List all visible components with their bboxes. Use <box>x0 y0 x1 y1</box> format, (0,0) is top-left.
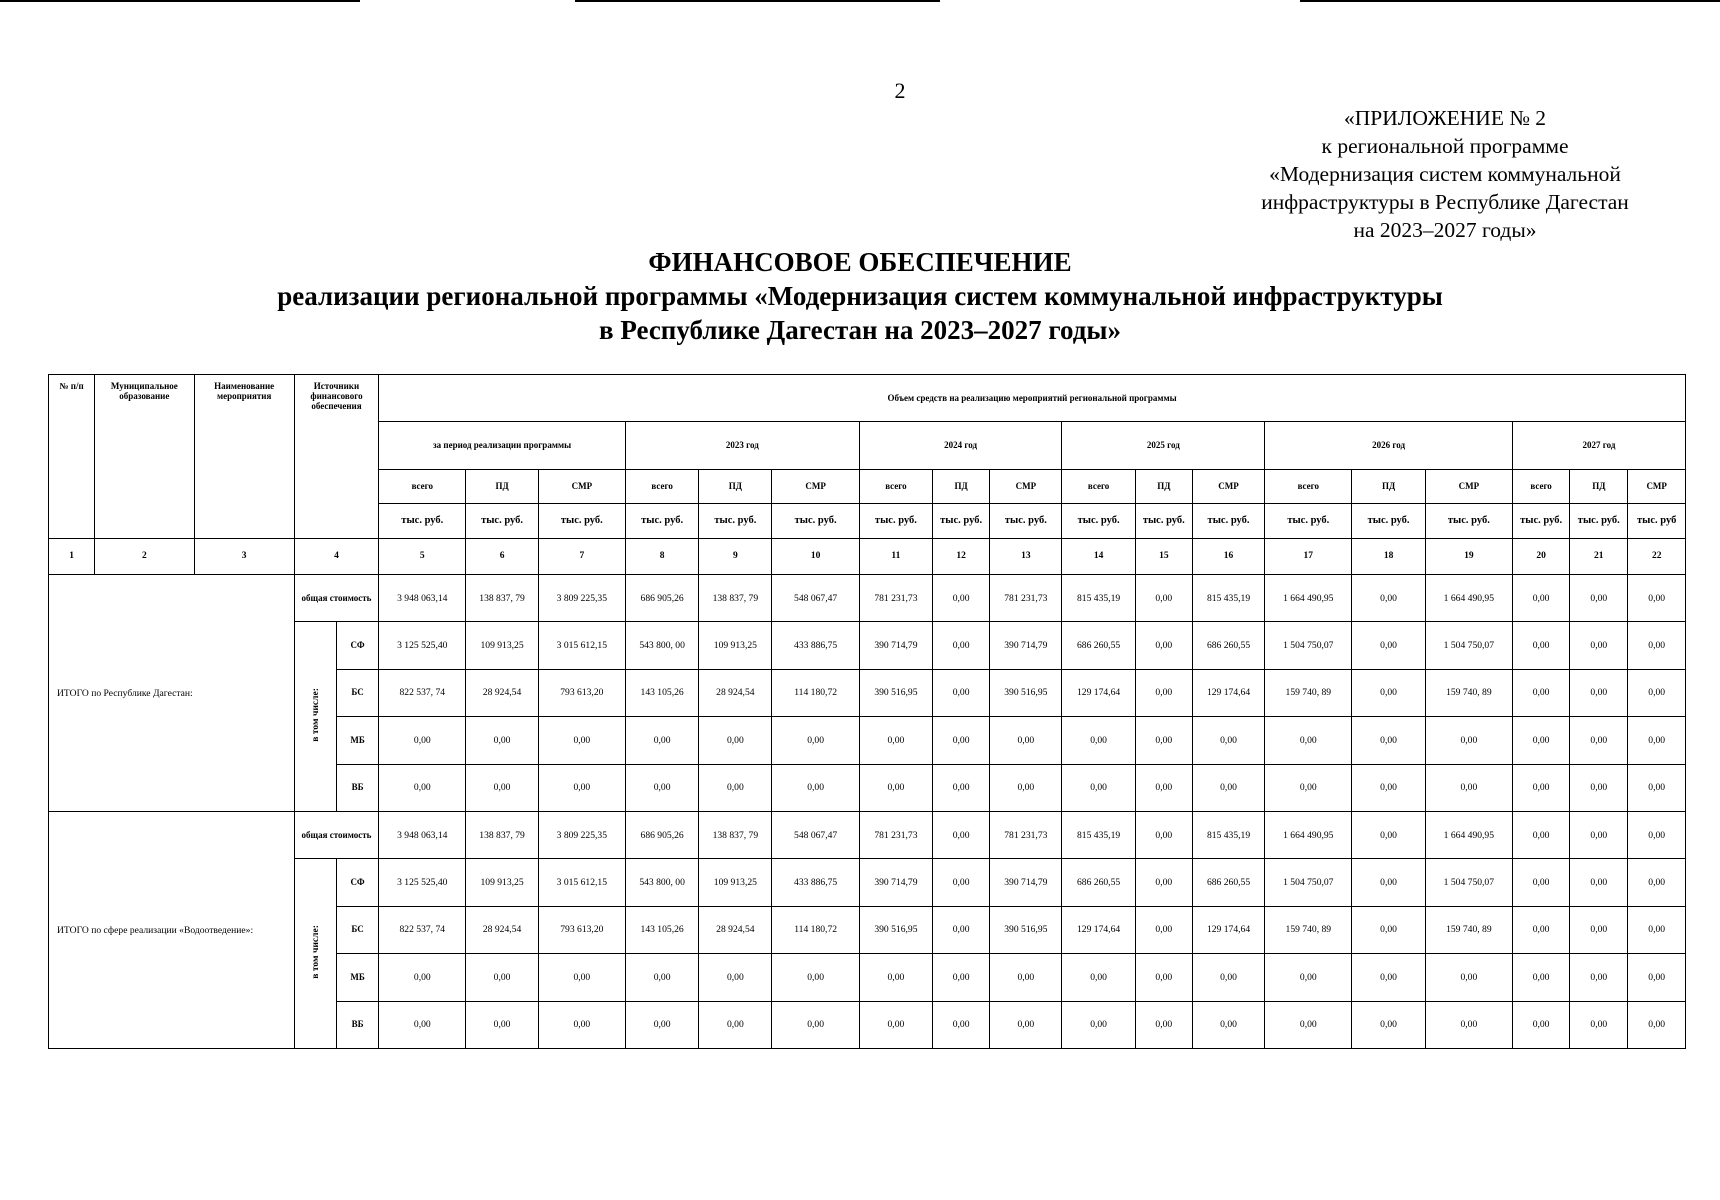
value-cell: 390 516,95 <box>859 669 932 717</box>
value-cell: 0,00 <box>379 717 466 765</box>
value-cell: 0,00 <box>933 575 990 622</box>
value-cell: 0,00 <box>625 764 698 812</box>
value-cell: 0,00 <box>466 1001 538 1049</box>
value-cell: 0,00 <box>1352 906 1425 954</box>
value-cell: 0,00 <box>859 717 932 765</box>
unit-header: тыс. руб. <box>1352 504 1425 539</box>
value-cell: 129 174,64 <box>1062 669 1135 717</box>
metric-header: ПД <box>699 470 772 504</box>
value-cell: 686 905,26 <box>625 575 698 622</box>
column-number: 14 <box>1062 539 1135 575</box>
value-cell: 3 809 225,35 <box>538 812 625 859</box>
value-cell: 109 913,25 <box>466 859 538 907</box>
value-cell: 0,00 <box>1570 575 1628 622</box>
value-cell: 3 948 063,14 <box>379 812 466 859</box>
value-cell: 0,00 <box>699 717 772 765</box>
value-cell: 686 905,26 <box>625 812 698 859</box>
unit-header: тыс. руб. <box>466 504 538 539</box>
col-header-municipality: Муниципальное образование <box>95 375 194 539</box>
value-cell: 0,00 <box>625 1001 698 1049</box>
value-cell: 0,00 <box>1425 717 1512 765</box>
value-cell: 793 613,20 <box>538 669 625 717</box>
value-cell: 543 800, 00 <box>625 622 698 670</box>
column-number: 9 <box>699 539 772 575</box>
unit-header: тыс. руб. <box>379 504 466 539</box>
column-number: 22 <box>1628 539 1686 575</box>
value-cell: 0,00 <box>772 1001 859 1049</box>
column-number: 16 <box>1192 539 1264 575</box>
column-number: 4 <box>294 539 378 575</box>
value-cell: 0,00 <box>990 764 1062 812</box>
value-cell: 129 174,64 <box>1192 669 1264 717</box>
value-cell: 0,00 <box>538 717 625 765</box>
column-number: 6 <box>466 539 538 575</box>
value-cell: 3 125 525,40 <box>379 622 466 670</box>
value-cell: 129 174,64 <box>1192 906 1264 954</box>
metric-header: ПД <box>466 470 538 504</box>
source-row <box>49 622 1686 670</box>
value-cell: 0,00 <box>990 717 1062 765</box>
top-edge-mark-right <box>1300 0 1720 2</box>
value-cell: 0,00 <box>699 954 772 1002</box>
document-title <box>0 245 1720 347</box>
value-cell: 0,00 <box>933 717 990 765</box>
in-that-number-label: в том числе: <box>309 925 321 979</box>
value-cell: 781 231,73 <box>990 812 1062 859</box>
value-cell: 0,00 <box>933 764 990 812</box>
value-cell: 109 913,25 <box>466 622 538 670</box>
metric-header: всего <box>1265 470 1352 504</box>
value-cell: 0,00 <box>379 1001 466 1049</box>
value-cell: 0,00 <box>538 1001 625 1049</box>
column-number: 8 <box>625 539 698 575</box>
total-row <box>49 812 1686 859</box>
metric-header: ПД <box>1570 470 1628 504</box>
financing-table <box>48 374 1686 1049</box>
value-cell: 0,00 <box>1135 669 1192 717</box>
metric-header: всего <box>625 470 698 504</box>
value-cell: 793 613,20 <box>538 906 625 954</box>
column-number: 21 <box>1570 539 1628 575</box>
metric-header: СМР <box>772 470 859 504</box>
value-cell: 0,00 <box>699 764 772 812</box>
unit-header: тыс. руб. <box>933 504 990 539</box>
unit-header: тыс. руб. <box>1135 504 1192 539</box>
value-cell: 1 664 490,95 <box>1425 575 1512 622</box>
value-cell: 0,00 <box>1352 859 1425 907</box>
total-cost-label: общая стоимость <box>294 812 378 859</box>
column-number: 15 <box>1135 539 1192 575</box>
column-number: 19 <box>1425 539 1512 575</box>
value-cell: 0,00 <box>1352 575 1425 622</box>
value-cell: 0,00 <box>1425 1001 1512 1049</box>
annex-header <box>1195 104 1695 244</box>
value-cell: 0,00 <box>1062 954 1135 1002</box>
value-cell: 1 504 750,07 <box>1265 859 1352 907</box>
unit-header: тыс. руб. <box>1265 504 1352 539</box>
period-header-2024: 2024 год <box>859 422 1062 470</box>
value-cell: 1 664 490,95 <box>1265 812 1352 859</box>
unit-header: тыс. руб. <box>1513 504 1570 539</box>
metric-header: СМР <box>1192 470 1264 504</box>
value-cell: 138 837, 79 <box>466 812 538 859</box>
value-cell: 109 913,25 <box>699 859 772 907</box>
metric-header: ПД <box>1135 470 1192 504</box>
value-cell: 0,00 <box>1513 906 1570 954</box>
annex-line: инфраструктуры в Республике Дагестан <box>1261 190 1629 214</box>
value-cell: 0,00 <box>466 954 538 1002</box>
value-cell: 0,00 <box>1352 812 1425 859</box>
metric-header: СМР <box>1425 470 1512 504</box>
value-cell: 433 886,75 <box>772 622 859 670</box>
value-cell: 543 800, 00 <box>625 859 698 907</box>
col-header-sources: Источники финансового обеспечения <box>294 375 378 539</box>
metric-header: всего <box>379 470 466 504</box>
value-cell: 28 924,54 <box>699 669 772 717</box>
value-cell: 0,00 <box>1135 717 1192 765</box>
column-number: 11 <box>859 539 932 575</box>
in-that-number-cell <box>294 859 336 1049</box>
value-cell: 0,00 <box>1265 1001 1352 1049</box>
value-cell: 390 516,95 <box>990 906 1062 954</box>
value-cell: 0,00 <box>1192 764 1264 812</box>
value-cell: 548 067,47 <box>772 812 859 859</box>
value-cell: 0,00 <box>933 1001 990 1049</box>
column-number: 7 <box>538 539 625 575</box>
value-cell: 0,00 <box>1135 575 1192 622</box>
value-cell: 0,00 <box>1062 1001 1135 1049</box>
value-cell: 0,00 <box>1513 812 1570 859</box>
value-cell: 0,00 <box>1513 717 1570 765</box>
value-cell: 0,00 <box>933 906 990 954</box>
value-cell: 0,00 <box>1513 954 1570 1002</box>
source-label: МБ <box>336 954 378 1002</box>
value-cell: 0,00 <box>859 1001 932 1049</box>
column-number: 3 <box>194 539 294 575</box>
value-cell: 686 260,55 <box>1062 859 1135 907</box>
source-label: БС <box>336 669 378 717</box>
value-cell: 0,00 <box>1265 717 1352 765</box>
value-cell: 0,00 <box>1513 622 1570 670</box>
value-cell: 0,00 <box>1570 622 1628 670</box>
unit-header: тыс. руб. <box>990 504 1062 539</box>
value-cell: 1 504 750,07 <box>1425 859 1512 907</box>
value-cell: 0,00 <box>859 954 932 1002</box>
value-cell: 390 714,79 <box>859 622 932 670</box>
period-header-2023: 2023 год <box>625 422 859 470</box>
value-cell: 3 948 063,14 <box>379 575 466 622</box>
value-cell: 822 537, 74 <box>379 906 466 954</box>
unit-header: тыс. руб. <box>625 504 698 539</box>
value-cell: 0,00 <box>379 954 466 1002</box>
value-cell: 390 714,79 <box>859 859 932 907</box>
value-cell: 0,00 <box>1425 764 1512 812</box>
source-row <box>49 859 1686 907</box>
value-cell: 0,00 <box>1352 622 1425 670</box>
value-cell: 0,00 <box>1628 764 1686 812</box>
top-edge-mark-left <box>0 0 360 2</box>
value-cell: 781 231,73 <box>859 812 932 859</box>
value-cell: 0,00 <box>1570 812 1628 859</box>
unit-header: тыс. руб. <box>772 504 859 539</box>
period-header-2026: 2026 год <box>1265 422 1513 470</box>
value-cell: 114 180,72 <box>772 906 859 954</box>
value-cell: 159 740, 89 <box>1425 906 1512 954</box>
value-cell: 390 516,95 <box>859 906 932 954</box>
source-label: ВБ <box>336 764 378 812</box>
value-cell: 0,00 <box>1352 669 1425 717</box>
column-number: 2 <box>95 539 194 575</box>
value-cell: 0,00 <box>1628 1001 1686 1049</box>
value-cell: 0,00 <box>1628 575 1686 622</box>
value-cell: 686 260,55 <box>1192 622 1264 670</box>
page-number: 2 <box>894 78 906 103</box>
value-cell: 0,00 <box>1062 764 1135 812</box>
value-cell: 0,00 <box>933 859 990 907</box>
value-cell: 0,00 <box>466 717 538 765</box>
value-cell: 0,00 <box>1513 764 1570 812</box>
metric-header: всего <box>1062 470 1135 504</box>
value-cell: 0,00 <box>1628 859 1686 907</box>
value-cell: 0,00 <box>1135 622 1192 670</box>
value-cell: 0,00 <box>859 764 932 812</box>
value-cell: 0,00 <box>1513 669 1570 717</box>
value-cell: 0,00 <box>1570 717 1628 765</box>
value-cell: 0,00 <box>1425 954 1512 1002</box>
value-cell: 822 537, 74 <box>379 669 466 717</box>
value-cell: 129 174,64 <box>1062 906 1135 954</box>
value-cell: 0,00 <box>1265 954 1352 1002</box>
value-cell: 0,00 <box>1135 954 1192 1002</box>
value-cell: 781 231,73 <box>990 575 1062 622</box>
column-number: 1 <box>49 539 95 575</box>
value-cell: 0,00 <box>1570 859 1628 907</box>
value-cell: 143 105,26 <box>625 669 698 717</box>
source-label: МБ <box>336 717 378 765</box>
value-cell: 0,00 <box>772 717 859 765</box>
value-cell: 0,00 <box>990 954 1062 1002</box>
value-cell: 3 125 525,40 <box>379 859 466 907</box>
value-cell: 0,00 <box>1192 954 1264 1002</box>
value-cell: 28 924,54 <box>466 669 538 717</box>
period-header-2027: 2027 год <box>1513 422 1686 470</box>
value-cell: 815 435,19 <box>1062 812 1135 859</box>
annex-line: «ПРИЛОЖЕНИЕ № 2 <box>1344 106 1546 130</box>
metric-header: СМР <box>538 470 625 504</box>
value-cell: 1 504 750,07 <box>1425 622 1512 670</box>
col-header-volume: Объем средств на реализацию мероприятий региональной программы <box>379 375 1686 422</box>
value-cell: 0,00 <box>933 669 990 717</box>
metric-header: всего <box>1513 470 1570 504</box>
section-label: ИТОГО по Республике Дагестан: <box>49 575 295 812</box>
header-row <box>49 375 1686 422</box>
value-cell: 390 714,79 <box>990 622 1062 670</box>
unit-header: тыс. руб. <box>538 504 625 539</box>
value-cell: 0,00 <box>538 954 625 1002</box>
value-cell: 0,00 <box>1628 812 1686 859</box>
unit-header: тыс. руб <box>1628 504 1686 539</box>
value-cell: 1 504 750,07 <box>1265 622 1352 670</box>
value-cell: 114 180,72 <box>772 669 859 717</box>
unit-header: тыс. руб. <box>1192 504 1264 539</box>
annex-line: к региональной программе <box>1321 134 1569 158</box>
column-number: 20 <box>1513 539 1570 575</box>
unit-header: тыс. руб. <box>1570 504 1628 539</box>
value-cell: 0,00 <box>1135 906 1192 954</box>
value-cell: 0,00 <box>625 954 698 1002</box>
value-cell: 0,00 <box>1513 575 1570 622</box>
section-label: ИТОГО по сфере реализации «Водоотведение»: <box>49 812 295 1049</box>
value-cell: 109 913,25 <box>699 622 772 670</box>
col-header-measure: Наименование мероприятия <box>194 375 294 539</box>
value-cell: 0,00 <box>1628 669 1686 717</box>
metric-header: СМР <box>1628 470 1686 504</box>
unit-header: тыс. руб. <box>859 504 932 539</box>
unit-header: тыс. руб. <box>1425 504 1512 539</box>
value-cell: 1 664 490,95 <box>1265 575 1352 622</box>
value-cell: 0,00 <box>1192 717 1264 765</box>
value-cell: 0,00 <box>1352 1001 1425 1049</box>
metric-header: ПД <box>1352 470 1425 504</box>
value-cell: 0,00 <box>1570 954 1628 1002</box>
value-cell: 0,00 <box>1062 717 1135 765</box>
value-cell: 0,00 <box>933 622 990 670</box>
metric-header: СМР <box>990 470 1062 504</box>
period-header-2025: 2025 год <box>1062 422 1265 470</box>
value-cell: 781 231,73 <box>859 575 932 622</box>
value-cell: 0,00 <box>1352 954 1425 1002</box>
value-cell: 0,00 <box>1628 622 1686 670</box>
period-header-total: за период реализации программы <box>379 422 626 470</box>
title-line-3: в Республике Дагестан на 2023–2027 годы» <box>599 315 1121 345</box>
value-cell: 0,00 <box>1513 1001 1570 1049</box>
total-cost-label: общая стоимость <box>294 575 378 622</box>
column-number: 18 <box>1352 539 1425 575</box>
value-cell: 0,00 <box>1570 764 1628 812</box>
value-cell: 0,00 <box>625 717 698 765</box>
value-cell: 0,00 <box>699 1001 772 1049</box>
column-number: 10 <box>772 539 859 575</box>
value-cell: 0,00 <box>1135 764 1192 812</box>
column-number-row <box>49 539 1686 575</box>
value-cell: 0,00 <box>1352 764 1425 812</box>
value-cell: 0,00 <box>1570 669 1628 717</box>
value-cell: 0,00 <box>1628 906 1686 954</box>
value-cell: 28 924,54 <box>466 906 538 954</box>
value-cell: 159 740, 89 <box>1425 669 1512 717</box>
in-that-number-label: в том числе: <box>309 688 321 742</box>
value-cell: 815 435,19 <box>1062 575 1135 622</box>
value-cell: 159 740, 89 <box>1265 906 1352 954</box>
column-number: 5 <box>379 539 466 575</box>
value-cell: 0,00 <box>933 954 990 1002</box>
title-line-1: ФИНАНСОВОЕ ОБЕСПЕЧЕНИЕ <box>648 247 1072 277</box>
value-cell: 0,00 <box>1135 1001 1192 1049</box>
value-cell: 390 516,95 <box>990 669 1062 717</box>
value-cell: 138 837, 79 <box>466 575 538 622</box>
value-cell: 0,00 <box>1192 1001 1264 1049</box>
value-cell: 0,00 <box>933 812 990 859</box>
value-cell: 0,00 <box>379 764 466 812</box>
value-cell: 686 260,55 <box>1192 859 1264 907</box>
value-cell: 0,00 <box>538 764 625 812</box>
title-line-2: реализации региональной программы «Модернизация систем коммунальной инфраструктуры <box>277 281 1443 311</box>
value-cell: 548 067,47 <box>772 575 859 622</box>
unit-header: тыс. руб. <box>1062 504 1135 539</box>
value-cell: 0,00 <box>1135 812 1192 859</box>
value-cell: 28 924,54 <box>699 906 772 954</box>
value-cell: 686 260,55 <box>1062 622 1135 670</box>
total-row <box>49 575 1686 622</box>
value-cell: 1 664 490,95 <box>1425 812 1512 859</box>
value-cell: 159 740, 89 <box>1265 669 1352 717</box>
metric-header: всего <box>859 470 932 504</box>
source-label: СФ <box>336 622 378 670</box>
value-cell: 0,00 <box>772 764 859 812</box>
value-cell: 0,00 <box>1628 954 1686 1002</box>
value-cell: 138 837, 79 <box>699 812 772 859</box>
source-label: ВБ <box>336 1001 378 1049</box>
column-number: 13 <box>990 539 1062 575</box>
value-cell: 433 886,75 <box>772 859 859 907</box>
value-cell: 3 015 612,15 <box>538 859 625 907</box>
value-cell: 815 435,19 <box>1192 812 1264 859</box>
value-cell: 0,00 <box>466 764 538 812</box>
value-cell: 3 809 225,35 <box>538 575 625 622</box>
column-number: 17 <box>1265 539 1352 575</box>
value-cell: 390 714,79 <box>990 859 1062 907</box>
col-header-number: № п/п <box>49 375 95 539</box>
value-cell: 0,00 <box>1570 906 1628 954</box>
value-cell: 0,00 <box>772 954 859 1002</box>
value-cell: 815 435,19 <box>1192 575 1264 622</box>
metric-header: ПД <box>933 470 990 504</box>
value-cell: 0,00 <box>990 1001 1062 1049</box>
source-label: БС <box>336 906 378 954</box>
column-number: 12 <box>933 539 990 575</box>
annex-line: на 2023–2027 годы» <box>1353 218 1537 242</box>
value-cell: 0,00 <box>1628 717 1686 765</box>
value-cell: 3 015 612,15 <box>538 622 625 670</box>
value-cell: 138 837, 79 <box>699 575 772 622</box>
in-that-number-cell <box>294 622 336 812</box>
value-cell: 0,00 <box>1352 717 1425 765</box>
value-cell: 143 105,26 <box>625 906 698 954</box>
value-cell: 0,00 <box>1135 859 1192 907</box>
value-cell: 0,00 <box>1570 1001 1628 1049</box>
value-cell: 0,00 <box>1265 764 1352 812</box>
source-label: СФ <box>336 859 378 907</box>
value-cell: 0,00 <box>1513 859 1570 907</box>
unit-header: тыс. руб. <box>699 504 772 539</box>
annex-line: «Модернизация систем коммунальной <box>1269 162 1621 186</box>
top-edge-mark-center <box>575 0 940 2</box>
